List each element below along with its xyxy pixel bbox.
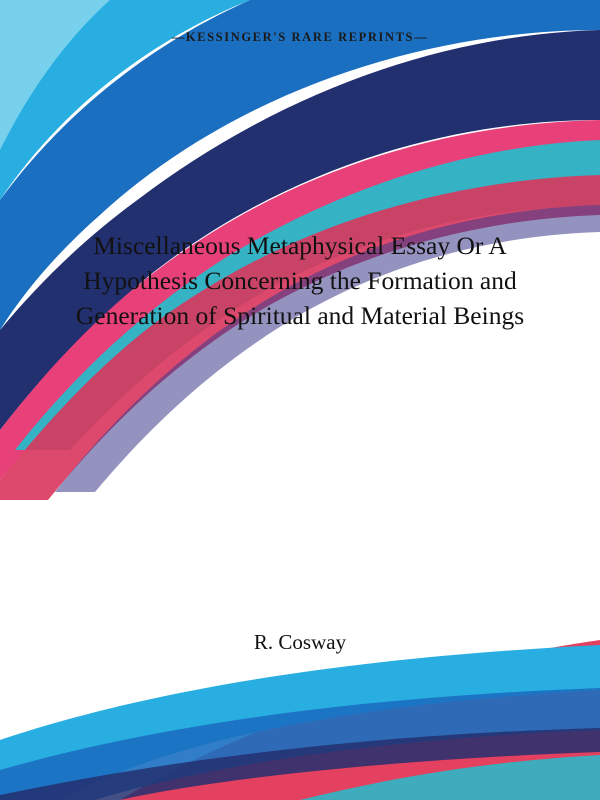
publisher-imprint: —KESSINGER'S RARE REPRINTS— bbox=[171, 30, 429, 44]
title-block bbox=[56, 228, 544, 333]
book-author: R. Cosway bbox=[253, 630, 347, 654]
book-title: Miscellaneous Metaphysical Essay Or A Hypothesis Concerning the Formation and Generation of Spiritual and Material Beings bbox=[75, 231, 525, 330]
author-block bbox=[56, 630, 544, 655]
